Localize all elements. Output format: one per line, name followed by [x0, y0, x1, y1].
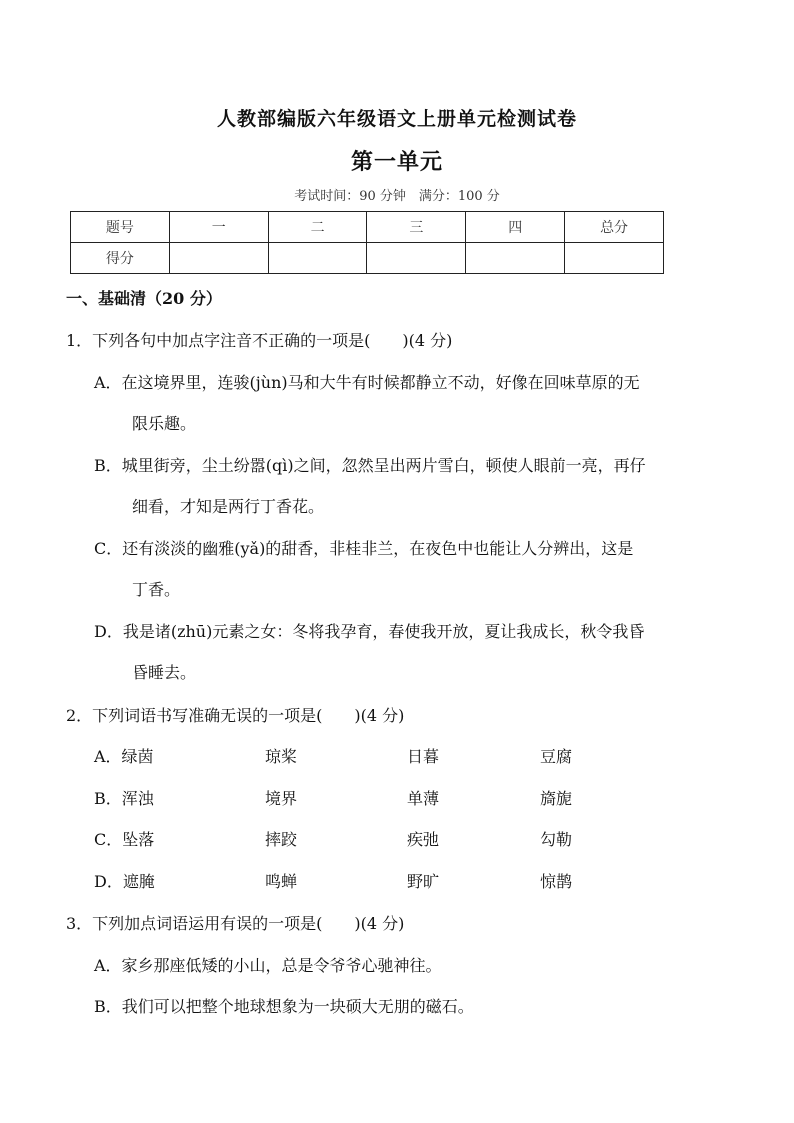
q2-option-b-word: 旖旎	[540, 789, 573, 808]
score-table-header-row	[71, 212, 664, 243]
q1-option-c-line1: C．还有淡淡的幽雅(yǎ)的甜香，非桂非兰，在夜色中也能让人分辨出，这是	[94, 539, 634, 558]
q1-option-a-line1: A．在这境界里，连骏(jùn)马和大牛有时候都静立不动，好像在回味草原的无	[94, 373, 640, 392]
q2-option-a-word: A．绿茵	[94, 747, 154, 766]
exam-meta: 考试时间：90 分钟 满分：100 分	[294, 189, 500, 204]
score-table	[70, 211, 664, 274]
q2-option-c-word: C．坠落	[94, 830, 155, 849]
score-cell	[268, 243, 367, 274]
score-row-label: 得分	[71, 243, 170, 274]
score-header-cell: 一	[169, 212, 268, 243]
score-cell	[565, 243, 664, 274]
q2-option-b-word: 单薄	[407, 789, 440, 808]
q1-option-d-line1: D．我是诸(zhū)元素之女：冬将我孕育，春使我开放，夏让我成长，秋令我昏	[94, 622, 645, 641]
q2-option-d-word: D．遮腌	[94, 872, 155, 891]
score-cell	[367, 243, 466, 274]
score-cell	[466, 243, 565, 274]
section-heading: 一、基础清（20 分）	[66, 289, 222, 308]
q3-option-b: B．我们可以把整个地球想象为一块硕大无朋的磁石。	[94, 997, 474, 1016]
q2-option-b-word: B．浑浊	[94, 789, 154, 808]
q2-option-c-word: 勾勒	[540, 830, 573, 849]
q1-option-d-line2: 昏睡去。	[132, 663, 197, 682]
q1-option-b-line2: 细看，才知是两行丁香花。	[132, 497, 325, 516]
score-header-cell: 题号	[71, 212, 170, 243]
score-table-score-row	[71, 243, 664, 274]
score-header-cell: 四	[466, 212, 565, 243]
unit-title: 第一单元	[350, 149, 443, 175]
score-cell	[169, 243, 268, 274]
score-header-cell: 三	[367, 212, 466, 243]
q2-option-b-word: 境界	[265, 789, 298, 808]
exam-title: 人教部编版六年级语文上册单元检测试卷	[216, 108, 577, 130]
q2-option-a-word: 琼桨	[265, 747, 298, 766]
score-header-cell: 二	[268, 212, 367, 243]
question-1-stem: 1．下列各句中加点字注音不正确的一项是( )(4 分)	[66, 331, 453, 350]
q2-option-d-word: 惊鹊	[540, 872, 573, 891]
q1-option-c-line2: 丁香。	[132, 580, 181, 599]
q2-option-c-word: 摔跤	[265, 830, 298, 849]
q2-option-a-word: 日暮	[407, 747, 440, 766]
q2-option-c-word: 疾弛	[407, 830, 440, 849]
q1-option-a-line2: 限乐趣。	[132, 414, 197, 433]
q3-option-a: A．家乡那座低矮的小山，总是令爷爷心驰神往。	[94, 956, 442, 975]
q2-option-d-word: 野旷	[407, 872, 440, 891]
question-3-stem: 3．下列加点词语运用有误的一项是( )(4 分)	[66, 914, 405, 933]
score-header-cell: 总分	[565, 212, 664, 243]
question-2-stem: 2．下列词语书写准确无误的一项是( )(4 分)	[66, 706, 405, 725]
q2-option-a-word: 豆腐	[540, 747, 573, 766]
q1-option-b-line1: B．城里街旁，尘土纷嚣(qì)之间，忽然呈出两片雪白，顿使人眼前一亮，再仔	[94, 456, 646, 475]
q2-option-d-word: 鸣蝉	[265, 872, 298, 891]
